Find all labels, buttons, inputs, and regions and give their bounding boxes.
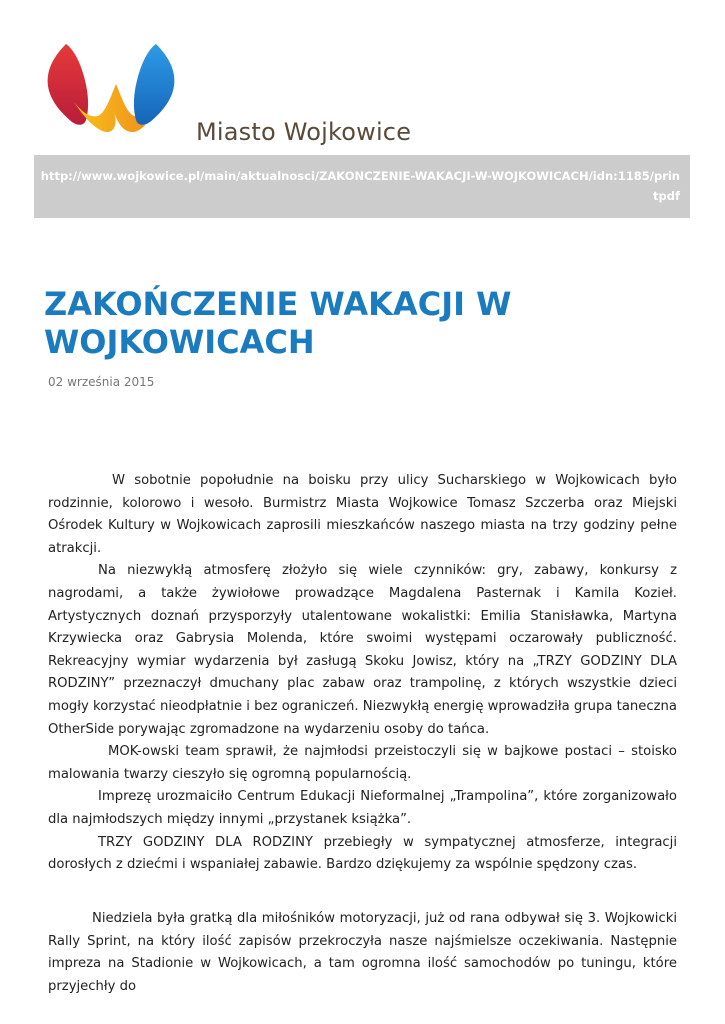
article-paragraph: W sobotnie popołudnie na boisku przy ulicy Sucharskiego w Wojkowicach było rodzinnie, kolorowo i wesoło. Burmistrz Miasta Wojkowice Tomasz Szczerba oraz Miejski Ośrodek Kultury w Wojkowicach zaprosili mieszkańców naszego miasta na trzy godziny pełne atrakcji. <box>48 473 677 556</box>
article-paragraph: MOK-owski team sprawił, że najmłodsi przeistoczyli się w bajkowe postaci – stoisko malowania twarzy cieszyło się ogromną popularnością. <box>48 744 677 782</box>
article-date: 02 września 2015 <box>48 375 155 389</box>
article-paragraph: Imprezę urozmaiciło Centrum Edukacji Nieformalnej „Trampolina”, które zorganizowało dla najmłodszych między innymi „przystanek książka”. <box>48 789 677 827</box>
source-url[interactable]: http://www.wojkowice.pl/main/aktualnosci/ZAKONCZENIE-WAKACJI-W-WOJKOWICACH/idn:1185/printpdf <box>40 169 680 203</box>
article-title: ZAKOŃCZENIE WAKACJI W WOJKOWICACH <box>44 285 512 361</box>
article-body <box>48 470 677 877</box>
article-paragraph: TRZY GODZINY DLA RODZINY przebiegły w sympatycznej atmosferze, integracji dorosłych z dziećmi i wspaniałej zabawie. Bardzo dziękujemy za wspólnie spędzony czas. <box>48 834 677 873</box>
article-paragraph: Niedziela była gratką dla miłośników motoryzacji, już od rana odbywał się 3. Wojkowicki Rally Sprint, na który ilość zapisów przekroczyła nasze najśmielsze oczekiwania. Następnie impreza na Stadionie w Wojkowicach, a tam ogromna ilość samochodów po tuningu, które przyjechły do <box>48 911 677 994</box>
url-bar <box>34 155 690 218</box>
wojkowice-logo-icon <box>44 40 180 140</box>
site-name: Miasto Wojkowice <box>196 118 412 146</box>
article-body-continued <box>48 908 677 998</box>
article-paragraph: Na niezwykłą atmosferę złożyło się wiele czynników: gry, zabawy, konkursy z nagrodami, a także żywiołowe prowadzące Magdalena Pasternak i Kamila Kozieł. Artystycznych doznań przysporzyły utalentowane wokalistki: Emilia Stanisławka, Martyna Krzywiecka oraz Gabrysia Molenda, które swoimi występami oczarowały publiczność. Rekreacyjny wymiar wydarzenia był zasługą Skoku Jowisz, który na „TRZY GODZINY DLA RODZINY” przeznaczył dmuchany plac zabaw oraz trampolinę, z których wszystkie dzieci mogły korzystać nieodpłatnie i bez ograniczeń. Niezwykłą energię wprowadziła grupa taneczna OtherSide porywając zgromadzone na wydarzeniu osoby do tańca. <box>48 563 677 737</box>
